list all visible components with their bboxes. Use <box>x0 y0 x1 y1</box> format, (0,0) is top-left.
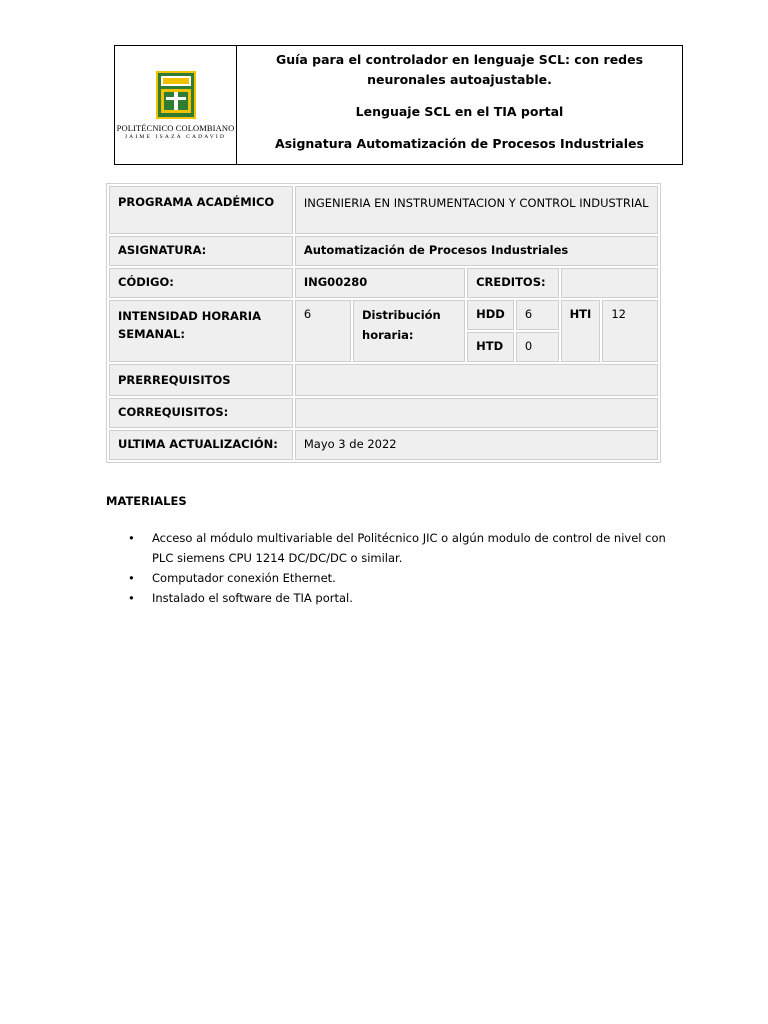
asignatura-value: Automatización de Procesos Industriales <box>295 236 658 266</box>
creditos-value <box>561 268 658 298</box>
creditos-label: CREDITOS: <box>467 268 558 298</box>
actualizacion-value: Mayo 3 de 2022 <box>295 430 658 460</box>
bullet-icon: • <box>128 571 135 585</box>
guide-subtitle: Lenguaje SCL en el TIA portal <box>355 104 564 119</box>
prerrequisitos-label: PRERREQUISITOS <box>109 364 293 396</box>
programa-value: INGENIERIA EN INSTRUMENTACION Y CONTROL INDUSTRIAL <box>295 186 658 234</box>
politecnico-shield-logo <box>156 71 196 119</box>
codigo-label: CÓDIGO: <box>109 268 293 298</box>
header-titles <box>237 46 682 164</box>
material-text: Instalado el software de TIA portal. <box>152 591 353 605</box>
asignatura-label: ASIGNATURA: <box>109 236 293 266</box>
htd-label: HTD <box>467 332 514 362</box>
bullet-icon: • <box>128 531 135 545</box>
materials-title: MATERIALES <box>106 494 187 508</box>
list-item <box>106 568 666 588</box>
htd-value: 0 <box>516 332 559 362</box>
actualizacion-label: ULTIMA ACTUALIZACIÓN: <box>109 430 293 460</box>
list-item <box>106 528 666 568</box>
document-header <box>114 45 683 165</box>
intensidad-value: 6 <box>295 300 351 362</box>
codigo-value: ING00280 <box>295 268 465 298</box>
material-text: Acceso al módulo multivariable del Politécnico JIC o algún modulo de control de nivel con PLC siemens CPU 1214 DC/DC/DC o similar. <box>152 531 666 565</box>
logo-cell <box>115 46 237 164</box>
material-text: Computador conexión Ethernet. <box>152 571 336 585</box>
logo-subtitle: JAIME ISAZA CADAVID <box>124 133 227 140</box>
hdd-label: HDD <box>467 300 514 330</box>
guide-course: Asignatura Automatización de Procesos Industriales <box>275 136 644 151</box>
correquisitos-label: CORREQUISITOS: <box>109 398 293 428</box>
materials-section <box>106 494 666 608</box>
distribucion-label: Distribución horaria: <box>353 300 465 362</box>
hti-value: 12 <box>602 300 658 362</box>
correquisitos-value <box>295 398 658 428</box>
materials-list <box>106 528 666 608</box>
prerrequisitos-value <box>295 364 658 396</box>
guide-title: Guía para el controlador en lenguaje SCL: con redes neuronales autoajustable. <box>275 52 644 87</box>
hti-label: HTI <box>561 300 601 362</box>
hdd-value: 6 <box>516 300 559 330</box>
intensidad-label: INTENSIDAD HORARIA SEMANAL: <box>109 300 293 362</box>
course-info-table <box>106 183 661 463</box>
programa-label: PROGRAMA ACADÉMICO <box>109 186 293 234</box>
bullet-icon: • <box>128 591 135 605</box>
logo-name: POLITÉCNICO COLOMBIANO <box>116 122 235 133</box>
list-item <box>106 588 666 608</box>
